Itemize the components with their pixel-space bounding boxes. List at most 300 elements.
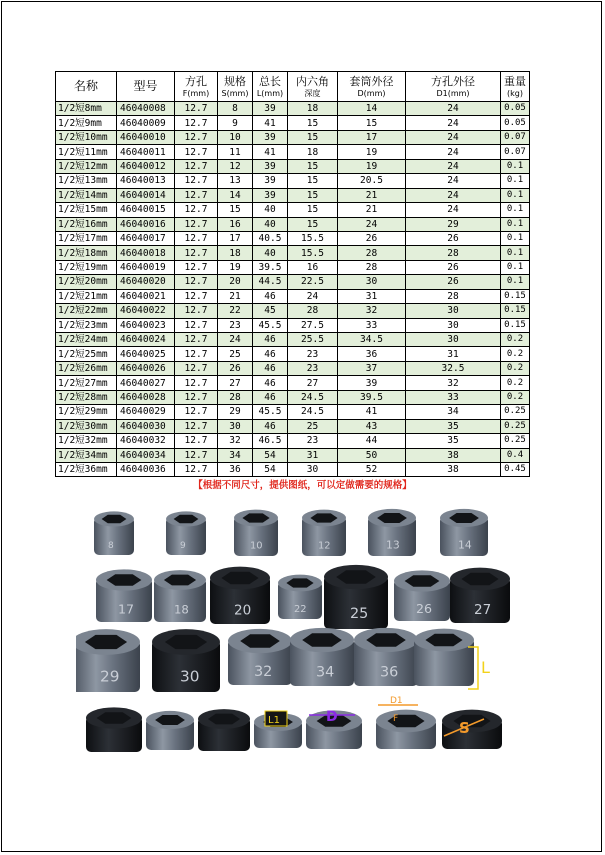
socket-size-label: 32	[254, 664, 273, 680]
cell-length: 39	[253, 174, 288, 188]
cell-length: 40	[253, 203, 288, 217]
cell-outer-diameter: 19	[338, 159, 406, 173]
cell-weight: 0.1	[501, 246, 530, 260]
cell-hex-depth: 24.5	[288, 390, 338, 404]
cell-size: 34	[218, 448, 253, 462]
table-row	[56, 102, 530, 116]
cell-drive-diameter: 26	[406, 275, 501, 289]
cell-square-hole: 12.7	[175, 145, 218, 159]
cell-size: 25	[218, 347, 253, 361]
label-D: D	[326, 709, 338, 725]
cell-size: 10	[218, 130, 253, 144]
cell-hex-depth: 24.5	[288, 405, 338, 419]
header-hex-depth: 内六角 深度	[288, 72, 338, 102]
cell-model: 46040023	[117, 318, 175, 332]
cell-square-hole: 12.7	[175, 102, 218, 116]
cell-model: 46040025	[117, 347, 175, 361]
cell-weight: 0.1	[501, 159, 530, 173]
cell-drive-diameter: 32	[406, 376, 501, 390]
cell-name: 1/2短23mm	[56, 318, 117, 332]
cell-length: 39	[253, 102, 288, 116]
socket-illustration	[376, 710, 436, 749]
cell-hex-depth: 24	[288, 289, 338, 303]
cell-drive-diameter: 24	[406, 130, 501, 144]
table-row	[56, 130, 530, 144]
cell-size: 32	[218, 434, 253, 448]
cell-size: 22	[218, 304, 253, 318]
cell-drive-diameter: 24	[406, 102, 501, 116]
cell-weight: 0.15	[501, 304, 530, 318]
cell-hex-depth: 15	[288, 116, 338, 130]
cell-name: 1/2短28mm	[56, 390, 117, 404]
cell-drive-diameter: 38	[406, 448, 501, 462]
table-row	[56, 188, 530, 202]
socket-size-label: 12	[318, 540, 331, 552]
cell-name: 1/2短16mm	[56, 217, 117, 231]
cell-hex-depth: 25	[288, 419, 338, 433]
cell-hex-depth: 30	[288, 462, 338, 476]
socket-illustration	[146, 711, 194, 750]
socket-size-label: 8	[108, 541, 114, 551]
cell-weight: 0.1	[501, 231, 530, 245]
cell-size: 13	[218, 174, 253, 188]
cell-length: 40	[253, 246, 288, 260]
cell-length: 39.5	[253, 260, 288, 274]
cell-name: 1/2短10mm	[56, 130, 117, 144]
cell-model: 46040022	[117, 304, 175, 318]
cell-name: 1/2短22mm	[56, 304, 117, 318]
cell-outer-diameter: 20.5	[338, 174, 406, 188]
cell-name: 1/2短18mm	[56, 246, 117, 260]
cell-drive-diameter: 26	[406, 231, 501, 245]
cell-weight: 0.4	[501, 448, 530, 462]
socket-illustration	[414, 629, 474, 686]
cell-square-hole: 12.7	[175, 246, 218, 260]
cell-drive-diameter: 30	[406, 318, 501, 332]
header-weight: 重量 (kg)	[501, 72, 530, 102]
cell-name: 1/2短11mm	[56, 145, 117, 159]
cell-name: 1/2短26mm	[56, 361, 117, 375]
cell-model: 46040036	[117, 462, 175, 476]
socket-set-photo	[76, 493, 516, 768]
socket-illustration	[442, 710, 502, 749]
cell-length: 46	[253, 333, 288, 347]
socket-size-label: 26	[416, 601, 433, 616]
cell-square-hole: 12.7	[175, 159, 218, 173]
cell-weight: 0.07	[501, 130, 530, 144]
cell-length: 54	[253, 448, 288, 462]
table-row	[56, 159, 530, 173]
cell-size: 15	[218, 203, 253, 217]
cell-square-hole: 12.7	[175, 405, 218, 419]
cell-model: 46040012	[117, 159, 175, 173]
cell-weight: 0.2	[501, 361, 530, 375]
cell-drive-diameter: 26	[406, 260, 501, 274]
cell-hex-depth: 23	[288, 434, 338, 448]
table-header-row	[56, 72, 530, 102]
cell-model: 46040026	[117, 361, 175, 375]
cell-size: 18	[218, 246, 253, 260]
header-square-hole: 方孔 F(mm)	[175, 72, 218, 102]
cell-name: 1/2短36mm	[56, 462, 117, 476]
cell-drive-diameter: 30	[406, 304, 501, 318]
header-name: 名称	[56, 72, 117, 102]
custom-order-note: 【根据不同尺寸，提供图纸，可以定做需要的规格】	[193, 480, 412, 491]
socket-size-label: 25	[350, 606, 369, 622]
table-row	[56, 405, 530, 419]
cell-model: 46040010	[117, 130, 175, 144]
socket-size-label: 10	[250, 540, 263, 552]
table-row	[56, 289, 530, 303]
cell-name: 1/2短32mm	[56, 434, 117, 448]
cell-name: 1/2短12mm	[56, 159, 117, 173]
cell-outer-diameter: 21	[338, 188, 406, 202]
cell-length: 39	[253, 130, 288, 144]
cell-square-hole: 12.7	[175, 318, 218, 332]
cell-weight: 0.45	[501, 462, 530, 476]
cell-outer-diameter: 43	[338, 419, 406, 433]
cell-hex-depth: 28	[288, 304, 338, 318]
socket-size-label: 30	[180, 667, 200, 686]
cell-model: 46040032	[117, 434, 175, 448]
cell-square-hole: 12.7	[175, 448, 218, 462]
cell-size: 19	[218, 260, 253, 274]
cell-weight: 0.07	[501, 145, 530, 159]
cell-length: 46	[253, 376, 288, 390]
cell-weight: 0.2	[501, 333, 530, 347]
cell-weight: 0.1	[501, 260, 530, 274]
cell-size: 28	[218, 390, 253, 404]
cell-outer-diameter: 28	[338, 260, 406, 274]
cell-model: 46040019	[117, 260, 175, 274]
cell-model: 46040020	[117, 275, 175, 289]
cell-name: 1/2短15mm	[56, 203, 117, 217]
cell-outer-diameter: 39.5	[338, 390, 406, 404]
cell-weight: 0.25	[501, 419, 530, 433]
cell-weight: 0.05	[501, 116, 530, 130]
cell-hex-depth: 15	[288, 174, 338, 188]
cell-hex-depth: 31	[288, 448, 338, 462]
cell-drive-diameter: 30	[406, 333, 501, 347]
table-row	[56, 174, 530, 188]
table-row	[56, 246, 530, 260]
cell-square-hole: 12.7	[175, 304, 218, 318]
cell-model: 46040013	[117, 174, 175, 188]
socket-spec-table	[55, 71, 530, 477]
cell-drive-diameter: 24	[406, 174, 501, 188]
cell-model: 46040024	[117, 333, 175, 347]
cell-hex-depth: 18	[288, 102, 338, 116]
table-row	[56, 347, 530, 361]
socket-size-label: 9	[180, 541, 186, 551]
cell-length: 39	[253, 159, 288, 173]
label-L1: L1	[268, 715, 280, 726]
cell-square-hole: 12.7	[175, 188, 218, 202]
table-row	[56, 231, 530, 245]
cell-model: 46040029	[117, 405, 175, 419]
socket-illustration	[198, 709, 250, 751]
cell-square-hole: 12.7	[175, 462, 218, 476]
header-model: 型号	[117, 72, 175, 102]
cell-name: 1/2短17mm	[56, 231, 117, 245]
cell-size: 9	[218, 116, 253, 130]
cell-length: 41	[253, 116, 288, 130]
socket-size-label: 34	[316, 664, 335, 681]
cell-length: 46	[253, 361, 288, 375]
table-row	[56, 116, 530, 130]
cell-hex-depth: 15.5	[288, 231, 338, 245]
cell-weight: 0.1	[501, 188, 530, 202]
table-row	[56, 462, 530, 476]
cell-drive-diameter: 29	[406, 217, 501, 231]
cell-square-hole: 12.7	[175, 333, 218, 347]
table-row	[56, 333, 530, 347]
cell-drive-diameter: 24	[406, 159, 501, 173]
cell-outer-diameter: 50	[338, 448, 406, 462]
label-D1: D1	[390, 696, 403, 706]
cell-square-hole: 12.7	[175, 217, 218, 231]
cell-name: 1/2短21mm	[56, 289, 117, 303]
table-row	[56, 275, 530, 289]
socket-size-label: 20	[234, 602, 252, 619]
cell-model: 46040018	[117, 246, 175, 260]
cell-size: 20	[218, 275, 253, 289]
cell-size: 8	[218, 102, 253, 116]
cell-name: 1/2短24mm	[56, 333, 117, 347]
cell-drive-diameter: 28	[406, 289, 501, 303]
cell-outer-diameter: 28	[338, 246, 406, 260]
cell-hex-depth: 16	[288, 260, 338, 274]
cell-square-hole: 12.7	[175, 361, 218, 375]
cell-square-hole: 12.7	[175, 347, 218, 361]
cell-outer-diameter: 24	[338, 217, 406, 231]
header-length: 总长 L(mm)	[253, 72, 288, 102]
cell-length: 40.5	[253, 231, 288, 245]
cell-weight: 0.25	[501, 434, 530, 448]
cell-model: 46040027	[117, 376, 175, 390]
cell-weight: 0.25	[501, 405, 530, 419]
cell-outer-diameter: 34.5	[338, 333, 406, 347]
cell-size: 24	[218, 333, 253, 347]
cell-name: 1/2短14mm	[56, 188, 117, 202]
cell-square-hole: 12.7	[175, 174, 218, 188]
cell-size: 16	[218, 217, 253, 231]
cell-model: 46040014	[117, 188, 175, 202]
cell-model: 46040017	[117, 231, 175, 245]
cell-model: 46040034	[117, 448, 175, 462]
socket-size-label: 18	[174, 602, 189, 617]
cell-square-hole: 12.7	[175, 116, 218, 130]
table-row	[56, 361, 530, 375]
cell-length: 46	[253, 419, 288, 433]
cell-weight: 0.05	[501, 102, 530, 116]
table-row	[56, 448, 530, 462]
socket-size-label: 27	[474, 602, 492, 618]
cell-size: 11	[218, 145, 253, 159]
cell-square-hole: 12.7	[175, 419, 218, 433]
cell-length: 45.5	[253, 318, 288, 332]
cell-size: 12	[218, 159, 253, 173]
cell-size: 14	[218, 188, 253, 202]
label-L: L	[481, 658, 490, 677]
cell-model: 46040008	[117, 102, 175, 116]
socket-illustration	[166, 511, 206, 555]
cell-length: 46	[253, 390, 288, 404]
cell-outer-diameter: 39	[338, 376, 406, 390]
cell-weight: 0.15	[501, 318, 530, 332]
socket-size-label: 17	[118, 601, 135, 617]
table-row	[56, 419, 530, 433]
cell-hex-depth: 18	[288, 145, 338, 159]
cell-square-hole: 12.7	[175, 289, 218, 303]
table-row	[56, 376, 530, 390]
cell-outer-diameter: 31	[338, 289, 406, 303]
cell-hex-depth: 15.5	[288, 246, 338, 260]
cell-outer-diameter: 52	[338, 462, 406, 476]
cell-size: 21	[218, 289, 253, 303]
cell-square-hole: 12.7	[175, 376, 218, 390]
table-row	[56, 217, 530, 231]
cell-length: 45.5	[253, 405, 288, 419]
cell-length: 41	[253, 145, 288, 159]
cell-outer-diameter: 37	[338, 361, 406, 375]
cell-length: 44.5	[253, 275, 288, 289]
cell-drive-diameter: 32.5	[406, 361, 501, 375]
cell-hex-depth: 27	[288, 376, 338, 390]
cell-square-hole: 12.7	[175, 275, 218, 289]
cell-size: 17	[218, 231, 253, 245]
cell-hex-depth: 15	[288, 203, 338, 217]
cell-hex-depth: 22.5	[288, 275, 338, 289]
socket-illustration	[86, 707, 142, 752]
cell-drive-diameter: 34	[406, 405, 501, 419]
cell-length: 54	[253, 462, 288, 476]
table-body	[56, 102, 530, 477]
cell-size: 27	[218, 376, 253, 390]
header-drive-diameter: 方孔外径 D1(mm)	[406, 72, 501, 102]
cell-weight: 0.1	[501, 174, 530, 188]
cell-outer-diameter: 14	[338, 102, 406, 116]
cell-drive-diameter: 24	[406, 116, 501, 130]
cell-hex-depth: 23	[288, 347, 338, 361]
cell-hex-depth: 25.5	[288, 333, 338, 347]
socket-size-label: 36	[380, 664, 399, 681]
cell-drive-diameter: 35	[406, 434, 501, 448]
cell-length: 45	[253, 304, 288, 318]
cell-square-hole: 12.7	[175, 390, 218, 404]
cell-hex-depth: 15	[288, 130, 338, 144]
cell-model: 46040030	[117, 419, 175, 433]
cell-size: 30	[218, 419, 253, 433]
cell-model: 46040015	[117, 203, 175, 217]
cell-weight: 0.2	[501, 390, 530, 404]
cell-outer-diameter: 30	[338, 275, 406, 289]
cell-size: 29	[218, 405, 253, 419]
cell-drive-diameter: 31	[406, 347, 501, 361]
table-row	[56, 434, 530, 448]
cell-name: 1/2短9mm	[56, 116, 117, 130]
table-row	[56, 304, 530, 318]
table-row	[56, 318, 530, 332]
cell-outer-diameter: 17	[338, 130, 406, 144]
cell-length: 46	[253, 347, 288, 361]
cell-drive-diameter: 28	[406, 246, 501, 260]
cell-model: 46040016	[117, 217, 175, 231]
cell-size: 23	[218, 318, 253, 332]
cell-square-hole: 12.7	[175, 260, 218, 274]
cell-drive-diameter: 24	[406, 188, 501, 202]
socket-size-label: 29	[100, 667, 120, 686]
label-S: S	[459, 719, 470, 737]
cell-drive-diameter: 33	[406, 390, 501, 404]
cell-outer-diameter: 41	[338, 405, 406, 419]
socket-size-label: 13	[386, 538, 400, 552]
cell-length: 46	[253, 289, 288, 303]
cell-name: 1/2短25mm	[56, 347, 117, 361]
cell-hex-depth: 23	[288, 361, 338, 375]
cell-drive-diameter: 24	[406, 145, 501, 159]
cell-weight: 0.1	[501, 275, 530, 289]
table-row	[56, 203, 530, 217]
socket-illustration	[94, 511, 134, 555]
cell-size: 36	[218, 462, 253, 476]
cell-drive-diameter: 24	[406, 203, 501, 217]
cell-outer-diameter: 19	[338, 145, 406, 159]
cell-square-hole: 12.7	[175, 203, 218, 217]
cell-outer-diameter: 32	[338, 304, 406, 318]
cell-size: 26	[218, 361, 253, 375]
cell-square-hole: 12.7	[175, 434, 218, 448]
cell-name: 1/2短34mm	[56, 448, 117, 462]
socket-size-label: 22	[294, 604, 307, 615]
socket-size-label: 14	[458, 538, 472, 552]
cell-name: 1/2短29mm	[56, 405, 117, 419]
cell-drive-diameter: 38	[406, 462, 501, 476]
cell-outer-diameter: 33	[338, 318, 406, 332]
cell-weight: 0.1	[501, 217, 530, 231]
cell-outer-diameter: 36	[338, 347, 406, 361]
cell-hex-depth: 15	[288, 188, 338, 202]
cell-name: 1/2短8mm	[56, 102, 117, 116]
cell-length: 39	[253, 188, 288, 202]
cell-square-hole: 12.7	[175, 130, 218, 144]
header-outer-diameter: 套筒外径 D(mm)	[338, 72, 406, 102]
cell-drive-diameter: 35	[406, 419, 501, 433]
cell-hex-depth: 15	[288, 159, 338, 173]
cell-model: 46040021	[117, 289, 175, 303]
cell-length: 46.5	[253, 434, 288, 448]
cell-model: 46040009	[117, 116, 175, 130]
cell-model: 46040028	[117, 390, 175, 404]
cell-outer-diameter: 26	[338, 231, 406, 245]
cell-weight: 0.15	[501, 289, 530, 303]
cell-outer-diameter: 21	[338, 203, 406, 217]
cell-square-hole: 12.7	[175, 231, 218, 245]
cell-hex-depth: 27.5	[288, 318, 338, 332]
cell-weight: 0.2	[501, 376, 530, 390]
cell-length: 40	[253, 217, 288, 231]
cell-weight: 0.1	[501, 203, 530, 217]
table-row	[56, 390, 530, 404]
table-row	[56, 260, 530, 274]
cell-name: 1/2短13mm	[56, 174, 117, 188]
cell-model: 46040011	[117, 145, 175, 159]
cell-name: 1/2短20mm	[56, 275, 117, 289]
cell-hex-depth: 15	[288, 217, 338, 231]
cell-name: 1/2短30mm	[56, 419, 117, 433]
cell-weight: 0.2	[501, 347, 530, 361]
cell-outer-diameter: 44	[338, 434, 406, 448]
